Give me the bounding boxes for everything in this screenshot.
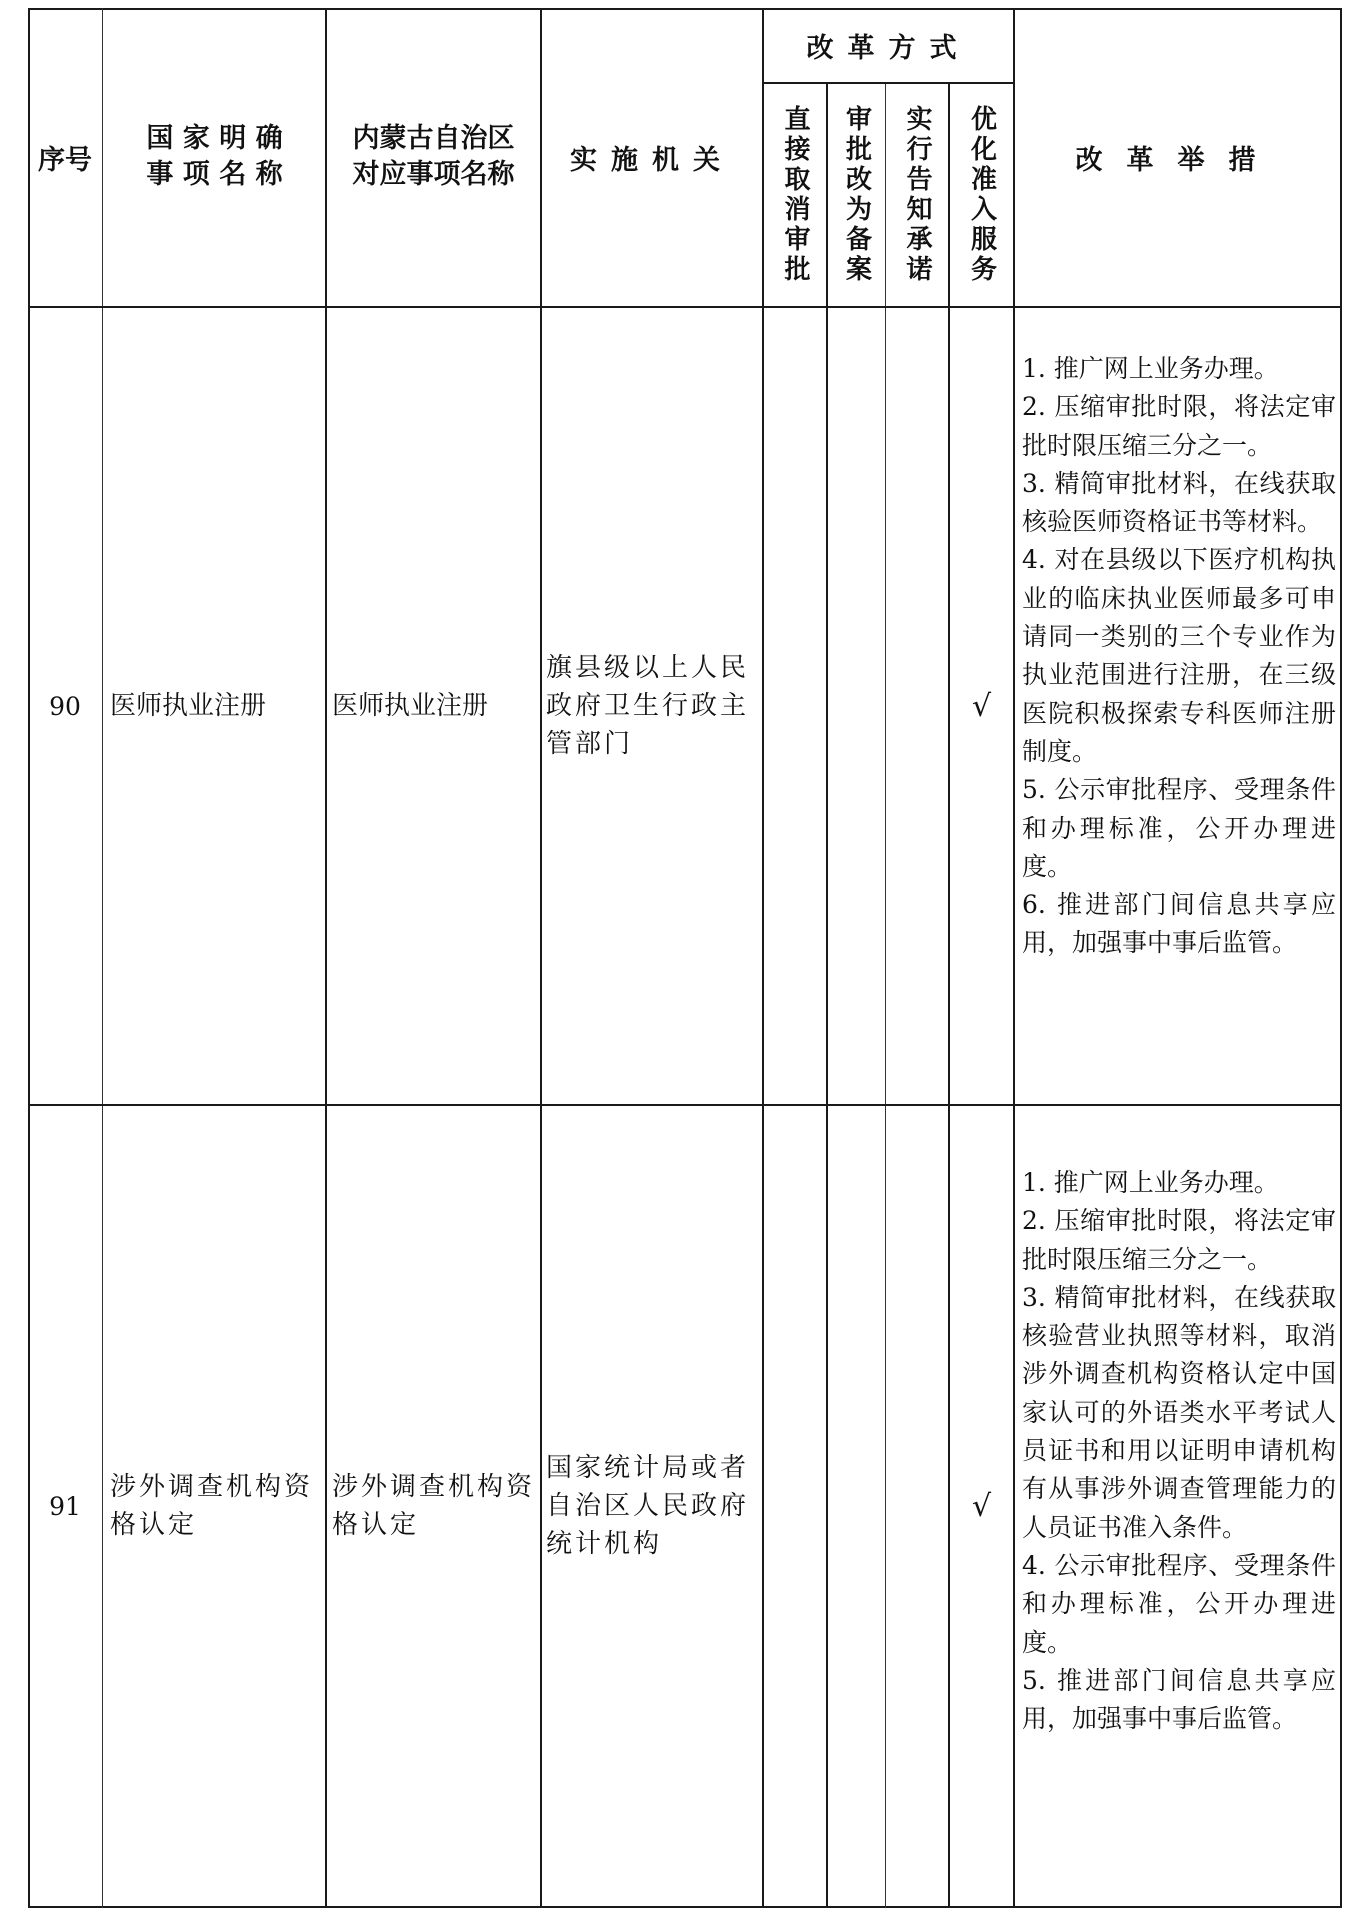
row-90-notice	[886, 308, 948, 1104]
measure-item: 2. 压缩审批时限，将法定审批时限压缩三分之一。	[1022, 392, 1336, 460]
header-method-notice	[886, 84, 948, 306]
measure-item: 6. 推进部门间信息共享应用，加强事中事后监管。	[1022, 890, 1336, 958]
header-seq: 序号	[38, 144, 92, 176]
header-method-notice-text: 实行告知承诺	[902, 105, 932, 285]
measure-item: 3. 精简审批材料，在线获取核验医师资格证书等材料。	[1022, 468, 1336, 537]
row-90-optimize-check: √	[971, 688, 992, 724]
table-border-bottom	[28, 1906, 1342, 1908]
header-region-item-line1: 内蒙古自治区	[352, 123, 515, 154]
row-90-seq: 90	[49, 691, 81, 721]
row-91-agency: 国家统计局或者自治区人民政府统计机构	[546, 1453, 750, 1559]
header-method-optimize	[950, 84, 1013, 306]
row-90-national-item: 医师执业注册	[110, 691, 267, 721]
header-method-filing-text: 审批改为备案	[841, 105, 872, 285]
row-91-cancel	[764, 1106, 826, 1906]
header-measures: 改革举措	[1075, 144, 1280, 176]
measure-item: 4. 对在县级以下医疗机构执业的临床执业医师最多可申请同一类别的三个专业作为执业范围进行注册，在三级医院积极探索专科医师注册制度。	[1022, 545, 1336, 766]
header-national-item-line1: 国 家 明 确	[146, 123, 283, 154]
policy-table	[28, 8, 1342, 1908]
header-method-cancel	[764, 84, 826, 306]
row-91-national-item: 涉外调查机构资格认定	[110, 1472, 314, 1540]
row-90-region-item: 医师执业注册	[332, 691, 489, 721]
header-reform-methods: 改革方式	[806, 32, 971, 64]
measure-item: 1. 推广网上业务办理。	[1022, 1168, 1279, 1197]
header-national-item-line2: 事 项 名 称	[146, 159, 283, 190]
row-91-seq: 91	[49, 1491, 81, 1521]
row-91-notice	[886, 1106, 948, 1906]
measure-item: 5. 公示审批程序、受理条件和办理标准，公开办理进度。	[1022, 775, 1336, 881]
header-method-optimize-text: 优化准入服务	[966, 105, 997, 285]
header-national-item	[104, 8, 325, 306]
row-90-measures	[1018, 350, 1340, 963]
row-90-agency: 旗县级以上人民政府卫生行政主管部门	[546, 653, 750, 759]
measure-item: 5. 推进部门间信息共享应用，加强事中事后监管。	[1022, 1665, 1336, 1734]
row-91-region-item: 涉外调查机构资格认定	[332, 1472, 536, 1540]
col-sep	[102, 8, 103, 1908]
row-91-optimize-check: √	[971, 1488, 992, 1524]
header-method-filing	[828, 84, 885, 306]
measure-item: 2. 压缩审批时限，将法定审批时限压缩三分之一。	[1022, 1206, 1336, 1274]
header-agency: 实施机关	[570, 144, 734, 176]
measure-item: 3. 精简审批材料，在线获取核验营业执照等材料，取消涉外调查机构资格认定中国家认可的外语类水平考试人员证书和用以证明申请机构有从事涉外调查管理能力的人员证书准入条件。	[1022, 1282, 1336, 1542]
table-border-right	[1340, 8, 1342, 1908]
header-region-item	[327, 8, 540, 306]
row-91-filing	[828, 1106, 885, 1906]
row-90-cancel	[764, 308, 826, 1104]
header-region-item-line2: 对应事项名称	[352, 159, 515, 190]
row-91-measures	[1018, 1164, 1340, 1738]
measure-item: 4. 公示审批程序、受理条件和办理标准，公开办理进度。	[1022, 1550, 1336, 1657]
measure-item: 1. 推广网上业务办理。	[1022, 354, 1279, 383]
row-90-filing	[828, 308, 885, 1104]
header-method-cancel-text: 直接取消审批	[780, 105, 810, 285]
